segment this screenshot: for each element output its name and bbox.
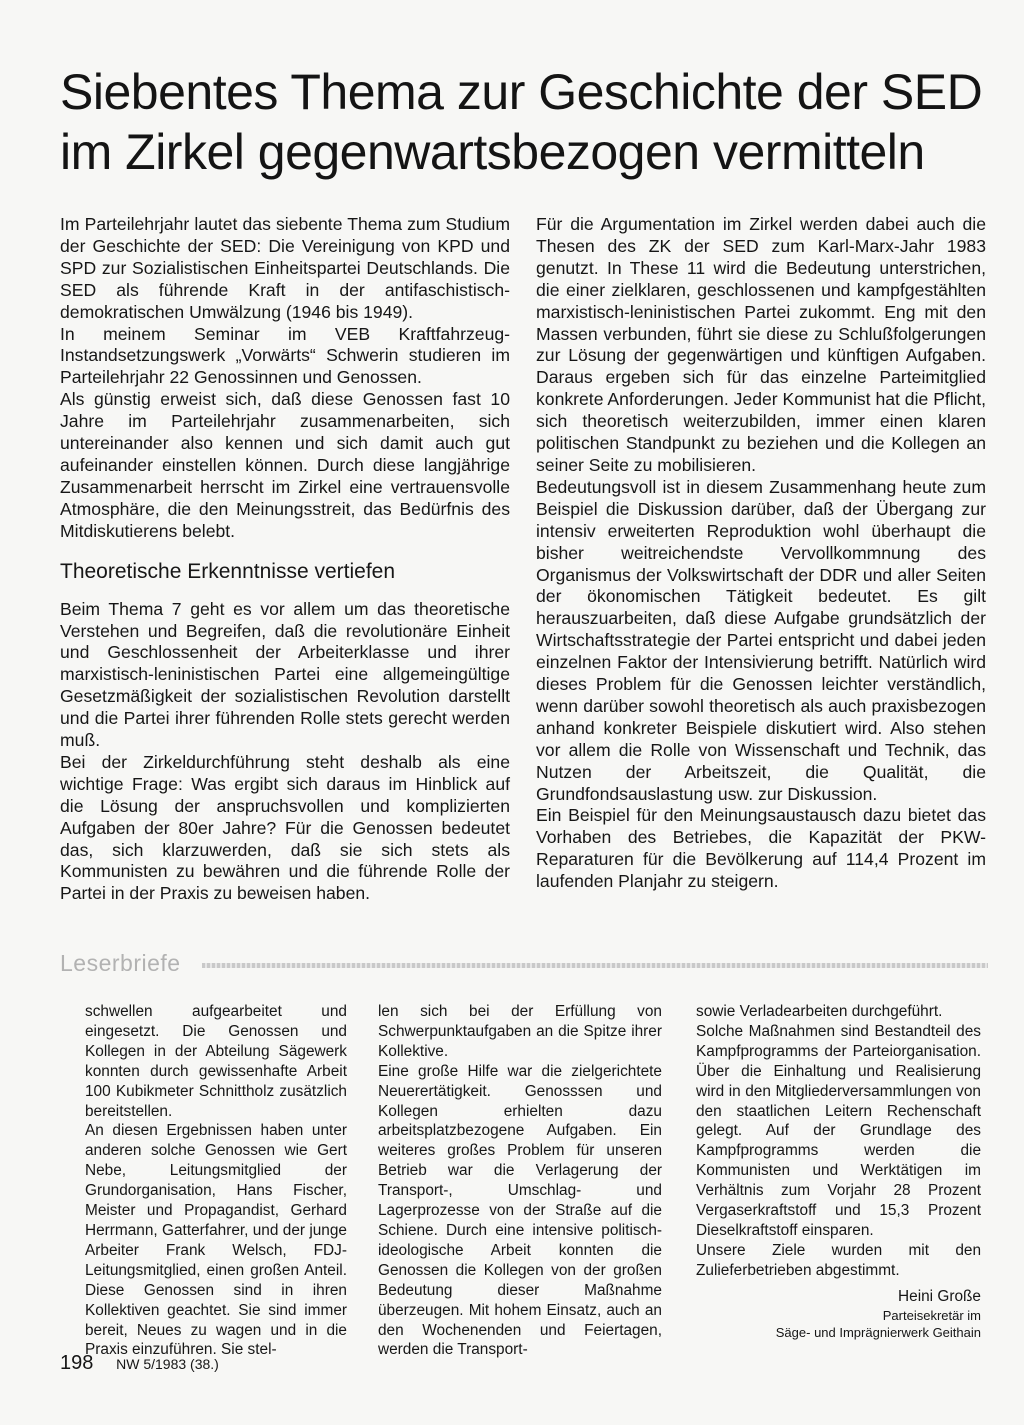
page-number: 198 [60, 1352, 94, 1374]
signature-role-line-1: Parteisekretär im [882, 1307, 981, 1323]
paragraph: Ein Beispiel für den Meinungsaustausch dazu bietet das Vorhaben des Betriebes, die Kapazität der PKW-Reparaturen für die Bevölkerung auf 114,4 Prozent im laufenden Planjahr zu steigern. [536, 805, 986, 892]
paragraph: An diesen Ergebnissen haben unter anderen solche Genossen wie Gert Nebe, Leitungsmitglied der Grundorganisation, Hans Fischer, Meister und Propagandist, Gerhard Herrmann, Gatterfahrer, und der junge Arbeiter Frank Welsch, FDJ-Leitungsmitglied, einen großen Anteil. Diese Genossen sind in ihren Kollektiven geachtet. Sie sind immer bereit, Neues zu wagen und in die Praxis einzuführen. Sie stel- [85, 1122, 347, 1359]
paragraph: schwellen aufgearbeitet und eingesetzt. Die Genossen und Kollegen in der Abteilung Sägewerk konnten durch gewissenhafte Arbeit 100 Kubikmeter Schnittholz zusätzlich bereitstellen. [85, 1003, 347, 1120]
paragraph: Bei der Zirkeldurchführung steht deshalb als eine wichtige Frage: Was ergibt sich daraus im Hinblick auf die Lösung der anspruchsvollen und komplizierten Aufgaben der 80er Jahre? Für die Genossen bedeutet das, sich klarzuwerden, daß sie sich stets als Kommunisten zu bewähren und die führende Rolle der Partei in der Praxis zu beweisen haben. [60, 751, 510, 904]
letter-column-2 [378, 1002, 662, 1360]
letter-column-3 [696, 1002, 981, 1341]
paragraph: Unsere Ziele wurden mit den Zulieferbetrieben abgestimmt. [696, 1241, 981, 1279]
article-title-line-2: im Zirkel gegenwartsbezogen vermitteln [60, 124, 925, 180]
section-divider [202, 963, 988, 968]
journal-issue: NW 5/1983 (38.) [116, 1356, 219, 1372]
paragraph: Solche Maßnahmen sind Bestandteil des Kampfprogramms der Parteiorganisation. Über die Einhaltung und Realisierung wird in den Mitgliederversammlungen von den staatlichen Leitern Rechenschaft gelegt. Auf der Grundlage des Kampfprogramms werden die Kommunisten und Werktätigen im Verhältnis zum Vorjahr 28 Prozent Vergaserkraftstoff und 15,3 Prozent Dieselkraftstoff einsparen. [696, 1022, 981, 1239]
paragraph: Eine große Hilfe war die zielgerichtete Neuerertätigkeit. Genosssen und Kollegen erhielten dazu arbeitsplatzbezogene Aufgaben. Ein weiteres großes Problem für unseren Betrieb war die Verlagerung der Transport-, Umschlag- und Lagerprozesse von der Straße auf die Schiene. Durch eine intensive politisch-ideologische Arbeit konnten die Genossen die Kollegen von der großen Bedeutung dieser Maßnahme überzeugen. Mit hohem Einsatz, auch an den Wochenenden und Feiertagen, werden die Transport- [378, 1062, 662, 1359]
paragraph: len sich bei der Erfüllung von Schwerpunktaufgaben an die Spitze ihrer Kollektive. [378, 1003, 662, 1060]
paragraph: Für die Argumentation im Zirkel werden dabei auch die Thesen des ZK der SED zum Karl-Marx-Jahr 1983 genutzt. In These 11 wird die Bedeutung unterstrichen, die einer zielklaren, geschlossenen und kampfgestählten marxistisch-leninistischen Partei zukommt. Eng mit den Massen verbunden, führt sie diese zu Schlußfolgerungen zur Lösung der gegenwärtigen und künftigen Aufgaben. Daraus ergeben sich für das einzelne Parteimitglied konkrete Anforderungen. Jeder Kommunist hat die Pflicht, sich theoretisch weiterzubilden, immer einen klaren politischen Standpunkt zu beziehen und die Kollegen an seiner Seite zu mobilisieren. [536, 214, 986, 475]
paragraph: Beim Thema 7 geht es vor allem um das theoretische Verstehen und Begreifen, daß die revolutionäre Einheit und Geschlossenheit der Arbeiterklasse und ihrer marxistisch-leninistischen Partei eine allgemeingültige Gesetzmäßigkeit der sozialistischen Revolution darstellt und die Partei ihrer führenden Rolle stets gerecht werden muß. [60, 598, 510, 751]
paragraph: Bedeutungsvoll ist in diesem Zusammenhang heute zum Beispiel die Diskussion darüber, daß der Übergang zur intensiv erweiterten Reproduktion wohl überhaupt die bisher weitreichendste Vervollkommnung des Organismus der Volkswirtschaft der DDR und aller Seiten der ökonomischen Tätigkeit bedeutet. Es gilt herauszuarbeiten, daß diese Aufgabe grundsätzlich der Wirtschaftsstrategie der Partei entspricht und dabei jeden einzelnen Faktor der Intensivierung betrifft. Natürlich wird dieses Problem für die Genossen leichter verständlich, wenn darüber sowohl theoretisch als auch praxisbezogen anhand konkreter Beispiele diskutiert wird. Also stehen vor allem die Rolle von Wissenschaft und Technik, das Nutzen der Arbeitszeit, die Qualität, die Grundfondsauslastung usw. zur Diskussion. [536, 476, 986, 804]
letter-column-1 [85, 1002, 347, 1360]
article-left-column [60, 214, 510, 905]
paragraph: Als günstig erweist sich, daß diese Genossen fast 10 Jahre im Parteilehrjahr zusammenarbeiten, sich untereinander also kennen und sich damit auch gut aufeinander einstellen können. Durch diese langjährige Zusammenarbeit herrscht im Zirkel eine vertrauensvolle Atmosphäre, die den Meinungsstreit, das Bedürfnis des Mitdiskutierens belebt. [60, 389, 510, 541]
signature-name: Heini Große [898, 1287, 981, 1305]
article-right-column [536, 214, 986, 893]
paragraph: Im Parteilehrjahr lautet das siebente Thema zum Studium der Geschichte der SED: Die Vereinigung von KPD und SPD zur Sozialistischen Einheitspartei Deutschlands. Die SED als führende Kraft in der antifaschistisch-demokratischen Umwälzung (1946 bis 1949). [60, 214, 510, 322]
subheading: Theoretische Erkenntnisse vertiefen [60, 559, 396, 583]
paragraph: In meinem Seminar im VEB Kraftfahrzeug-Instandsetzungswerk „Vorwärts“ Schwerin studieren im Parteilehrjahr 22 Genossinnen und Genossen. [60, 323, 510, 388]
letters-section-header [60, 950, 988, 980]
paragraph: sowie Verladearbeiten durchgeführt. [696, 1003, 943, 1020]
letters-section-label: Leserbriefe [60, 950, 181, 976]
article-title [60, 62, 983, 182]
article-title-line-1: Siebentes Thema zur Geschichte der SED [60, 64, 983, 120]
signature-role-line-2: Säge- und Imprägnierwerk Geithain [775, 1324, 981, 1340]
page-footer [60, 1352, 219, 1375]
